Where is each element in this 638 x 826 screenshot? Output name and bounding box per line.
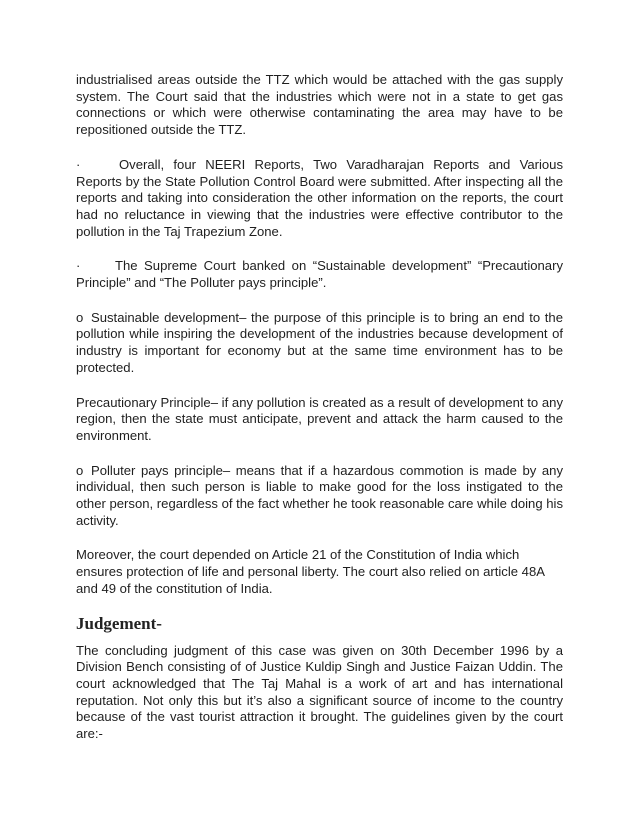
paragraph-sustainable-development (76, 310, 563, 377)
paragraph-reports-submitted (76, 157, 563, 241)
paragraph-text: Sustainable development– the purpose of this principle is to bring an end to the pollution while inspiring the development of the industries because development of industry is important for economy but at the same time environment has to be protected. (76, 309, 563, 375)
paragraph-judgement-body: The concluding judgment of this case was given on 30th December 1996 by a Division Bench consisting of of Justice Kuldip Singh and Justice Faizan Uddin. The court acknowledged that The Taj Mahal is a work of art and has international reputation. Not only this but it’s also a significant source of income to the country because of the vast tourist attraction it brought. The guidelines given by the court are:- (76, 642, 563, 742)
bullet-marker: · (76, 258, 81, 274)
paragraph-text: Polluter pays principle– means that if a hazardous commotion is made by any individual, then such person is liable to make good for the loss instigated to the other person, regardless of the fact whether he took reasonable care while doing his activity. (76, 462, 563, 528)
paragraph-polluter-pays (76, 463, 563, 530)
paragraph-text: The Supreme Court banked on “Sustainable development” “Precautionary Principle” and “The Polluter pays principle”. (76, 258, 563, 291)
paragraph-industrial-areas: industrialised areas outside the TTZ which would be attached with the gas supply system. The Court said that the industries which were not in a state to get gas connections or which were otherwise contaminating the area may have to be repositioned outside the TTZ. (76, 72, 563, 138)
bullet-marker: o (76, 462, 84, 478)
paragraph-article-21: Moreover, the court depended on Article 21 of the Constitution of India which ensures protection of life and personal liberty. The court also relied on article 48A and 49 of the constitution of India. (76, 547, 545, 596)
paragraph-principles-list (76, 258, 563, 291)
paragraph-text: Overall, four NEERI Reports, Two Varadharajan Reports and Various Reports by the State Pollution Control Board were submitted. After inspecting all the reports and taking into consideration the other information on the reports, the court had no reluctance in viewing that the industries were effective contributor to the pollution in the Taj Trapezium Zone. (76, 156, 563, 239)
bullet-marker: · (76, 156, 81, 172)
bullet-marker: o (76, 309, 84, 325)
document-page (76, 72, 563, 761)
paragraph-precautionary-principle: Precautionary Principle– if any pollution is created as a result of development to any region, then the state must anticipate, prevent and attack the harm caused to the environment. (76, 394, 563, 443)
judgement-heading: Judgement- (76, 613, 162, 633)
